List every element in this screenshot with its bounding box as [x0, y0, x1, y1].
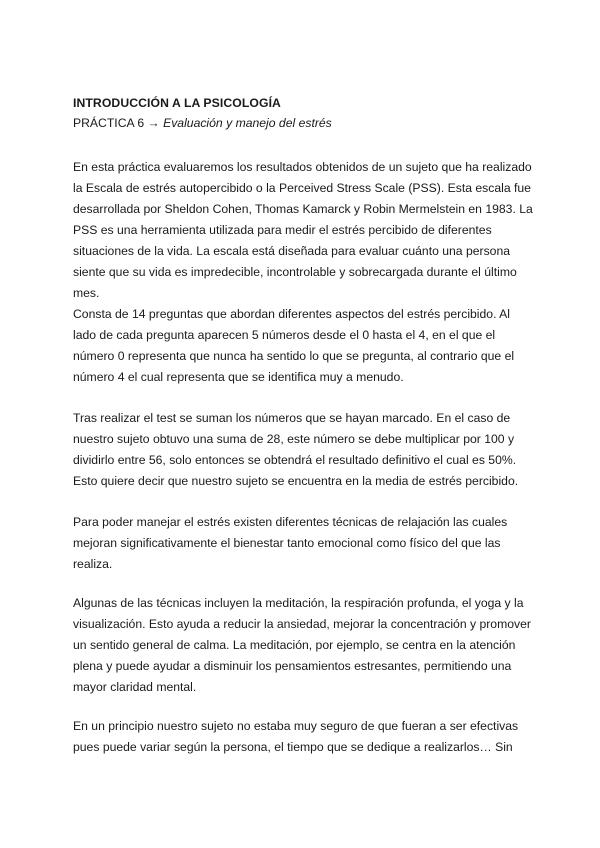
practice-label: PRÁCTICA 6 →: [73, 116, 164, 130]
practice-topic: Evaluación y manejo del estrés: [163, 116, 332, 130]
paragraph-subject-doubts: En un principio nuestro sujeto no estaba muy seguro de que fueran a ser efectivas pues puede variar según la persona, el tiempo que se dedique a realizarlos… Sin: [73, 719, 522, 754]
practice-subtitle: [73, 114, 533, 132]
document-body: [73, 157, 537, 758]
paragraph-pss-intro: En esta práctica evaluaremos los resultados obtenidos de un sujeto que ha realizado la Escala de estrés autopercibido o la Perceived Stress Scale (PSS). Esta escala fue desarrollada por Sheldon Cohen, Thomas Kamarck y Robin Mermelstein en 1983. La PSS es una herramienta utilizada para medir el estrés percibido de diferentes situaciones de la vida. La escala está diseñada para evaluar cuánto una persona siente que su vida es impredecible, incontrolable y sobrecargada durante el último mes.: [73, 160, 537, 300]
document-title: INTRODUCCIÓN A LA PSICOLOGÍA: [73, 96, 281, 110]
paragraph-techniques: Algunas de las técnicas incluyen la meditación, la respiración profunda, el yoga y la visualización. Esto ayuda a reducir la ansiedad, mejorar la concentración y promover un sentido general de calma. La meditación, por ejemplo, se centra en la atención plena y puede ayudar a disminuir los pensamientos estresantes, permitiendo una mayor claridad mental.: [73, 596, 535, 694]
paragraph-results: Tras realizar el test se suman los números que se hayan marcado. En el caso de nuestro sujeto obtuvo una suma de 28, este número se debe multiplicar por 100 y dividirlo entre 56, solo entonces se obtendrá el resultado definitivo el cual es 50%. Esto quiere decir que nuestro sujeto se encuentra en la media de estrés percibido.: [73, 411, 520, 488]
document-page: [73, 94, 537, 758]
paragraph-pss-structure: Consta de 14 preguntas que abordan diferentes aspectos del estrés percibido. Al lado de cada pregunta aparecen 5 números desde el 0 hasta el 4, en el que el número 0 representa que nunca ha sentido lo que se pregunta, al contrario que el número 4 el cual representa que se identifica muy a menudo.: [73, 307, 518, 384]
paragraph-stress-management: Para poder manejar el estrés existen diferentes técnicas de relajación las cuales mejoran significativamente el bienestar tanto emocional como físico del que las realiza.: [73, 515, 511, 571]
